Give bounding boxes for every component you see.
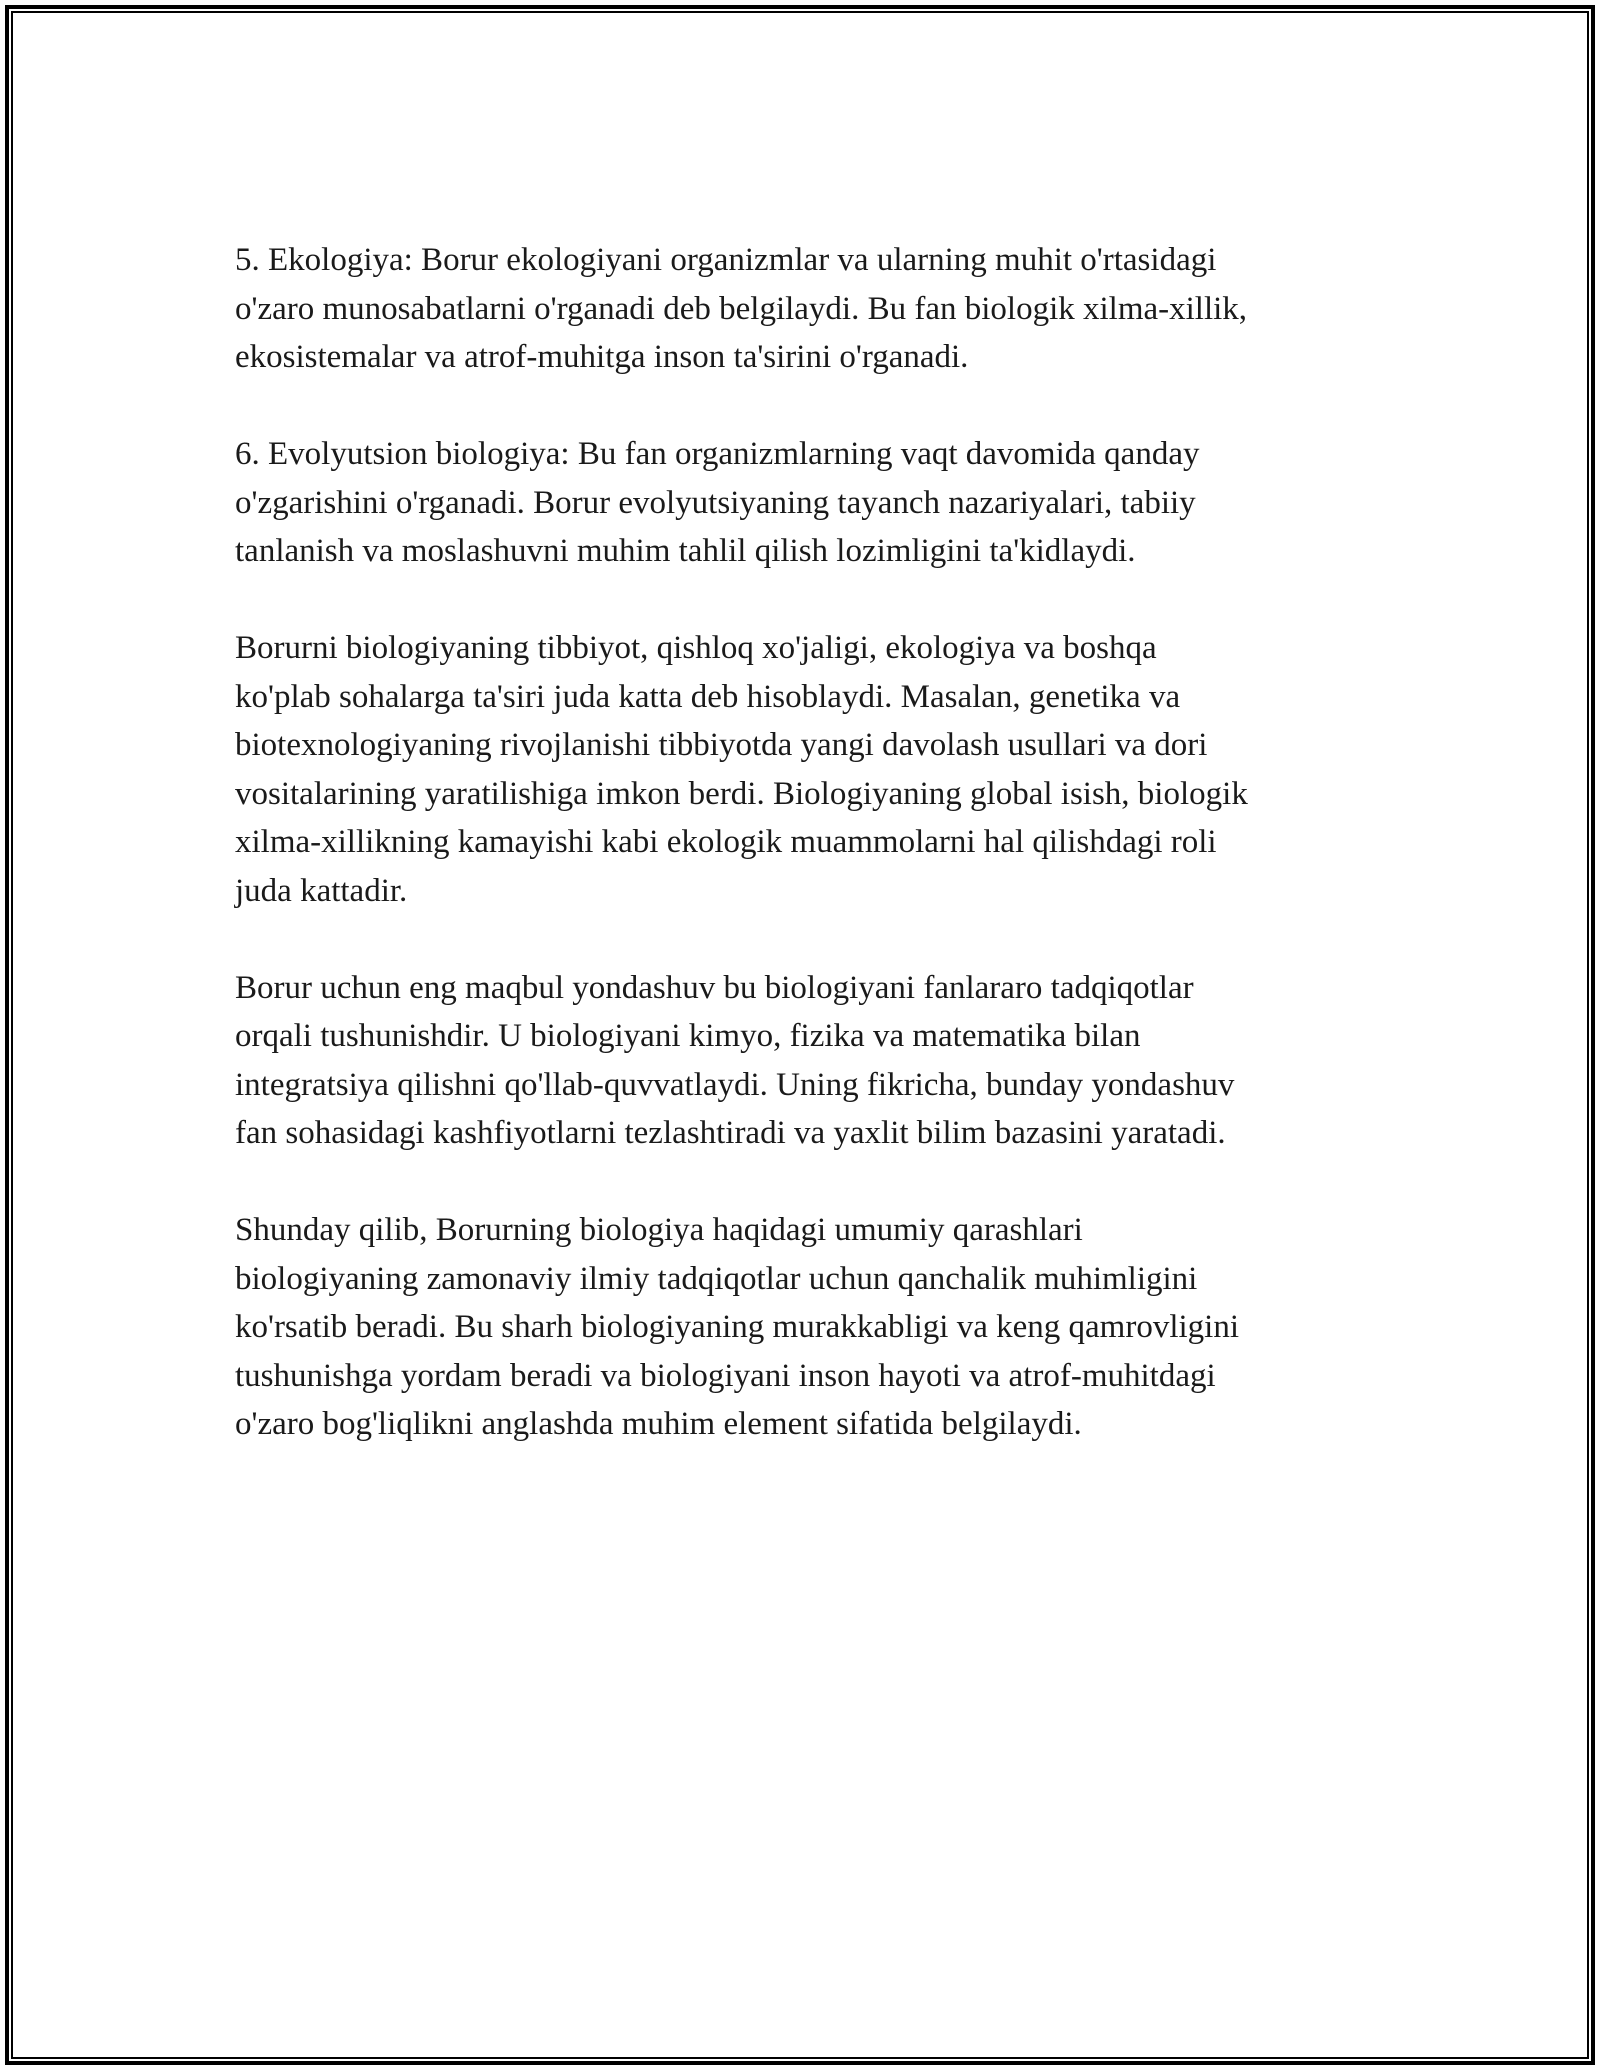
paragraph-conclusion xyxy=(235,1206,1375,1449)
text-line: juda kattadir. xyxy=(235,872,408,909)
text-line: biotexnologiyaning rivojlanishi tibbiyotda yangi davolash usullari va dori xyxy=(235,727,1208,763)
paragraph-evolutionary-biology xyxy=(235,430,1375,576)
text-line: vositalarining yaratilishiga imkon berdi. Biologiyaning global isish, biologik xyxy=(235,775,1248,812)
text-line: ekosistemalar va atrof-muhitga inson ta'sirini o'rganadi. xyxy=(235,339,969,375)
text-line: Borur uchun eng maqbul yondashuv bu biologiyani fanlararo tadqiqotlar xyxy=(235,969,1194,1006)
text-line: Shunday qilib, Borurning biologiya haqidagi umumiy qarashlari xyxy=(235,1212,1083,1248)
text-line: tanlanish va moslashuvni muhim tahlil qilish lozimligini ta'kidlaydi. xyxy=(235,533,1136,569)
paragraph-ecology xyxy=(235,236,1375,382)
text-line: ko'rsatib beradi. Bu sharh biologiyaning murakkabligi va keng qamrovligini xyxy=(235,1309,1240,1345)
text-line: o'zgarishini o'rganadi. Borur evolyutsiyaning tayanch nazariyalari, tabiiy xyxy=(235,484,1196,521)
text-line: 6. Evolyutsion biologiya: Bu fan organizmlarning vaqt davomida qanday xyxy=(235,436,1200,472)
text-line: ko'plab sohalarga ta'siri juda katta deb hisoblaydi. Masalan, genetika va xyxy=(235,678,1181,715)
text-line: 5. Ekologiya: Borur ekologiyani organizmlar va ularning muhit o'rtasidagi xyxy=(235,242,1217,278)
paragraph-biology-impact xyxy=(235,624,1375,915)
document-body xyxy=(235,236,1375,1497)
text-line: biologiyaning zamonaviy ilmiy tadqiqotlar uchun qanchalik muhimligini xyxy=(235,1260,1198,1297)
text-line: integratsiya qilishni qo'llab-quvvatlaydi. Uning fikricha, bunday yondashuv xyxy=(235,1066,1235,1103)
text-line: o'zaro bog'liqlikni anglashda muhim element sifatida belgilaydi. xyxy=(235,1406,1082,1442)
text-line: tushunishga yordam beradi va biologiyani inson hayoti va atrof-muhitdagi xyxy=(235,1357,1216,1394)
text-line: orqali tushunishdir. U biologiyani kimyo, fizika va matematika bilan xyxy=(235,1018,1141,1054)
text-line: Borurni biologiyaning tibbiyot, qishloq xo'jaligi, ekologiya va boshqa xyxy=(235,630,1157,666)
text-line: fan sohasidagi kashfiyotlarni tezlashtiradi va yaxlit bilim bazasini yaratadi. xyxy=(235,1115,1226,1151)
text-line: o'zaro munosabatlarni o'rganadi deb belgilaydi. Bu fan biologik xilma-xillik, xyxy=(235,290,1248,327)
text-line: xilma-xillikning kamayishi kabi ekologik muammolarni hal qilishdagi roli xyxy=(235,824,1217,860)
paragraph-interdisciplinary-approach xyxy=(235,964,1375,1158)
